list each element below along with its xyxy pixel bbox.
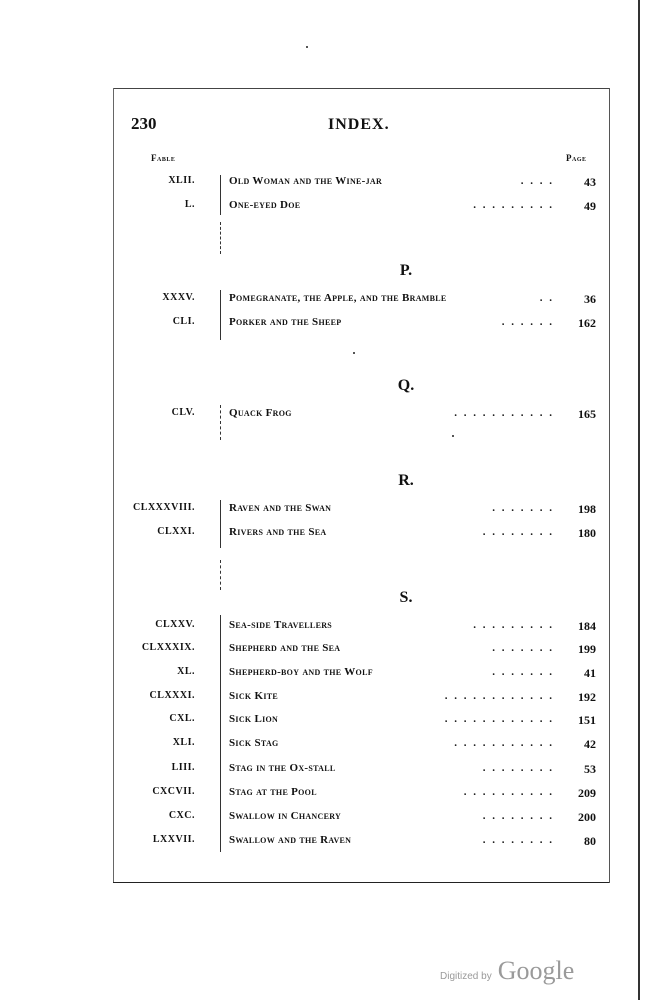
index-entry <box>120 407 596 425</box>
page-ref: 198 <box>578 502 596 516</box>
fable-title: Stag at the Pool <box>229 786 317 798</box>
fable-number: L. <box>184 199 195 210</box>
fable-title: Old Woman and the Wine-jar <box>229 175 383 187</box>
section-letter-r: R. <box>398 472 414 489</box>
fable-number: CXC. <box>168 810 195 821</box>
section-letter-q: Q. <box>397 377 415 394</box>
page-ref: 43 <box>584 175 596 189</box>
leader-dots: . . . . . . <box>501 316 554 328</box>
fable-title: Swallow in Chancery <box>229 810 342 822</box>
fable-number: CXL. <box>169 713 195 724</box>
column-header-page: Page <box>566 153 587 163</box>
index-entry <box>120 786 596 804</box>
leader-dots: . . . . . . . <box>492 502 554 514</box>
scan-speck <box>353 352 355 354</box>
fable-number: XLII. <box>168 175 195 186</box>
fable-title: Pomegranate, the Apple, and the Bramble <box>229 292 447 304</box>
fable-title: Stag in the Ox-stall <box>229 762 336 774</box>
index-entry <box>120 292 596 310</box>
fable-number: LIII. <box>171 762 195 773</box>
index-entry <box>120 737 596 755</box>
frame-left-rule <box>113 88 114 883</box>
leader-dots: . . . . <box>520 175 554 187</box>
digitized-by-watermark <box>440 956 574 986</box>
leader-dots: . . . . . . . <box>492 666 554 678</box>
index-entry <box>120 316 596 334</box>
fable-title: Shepherd-boy and the Wolf <box>229 666 373 678</box>
page-ref: 180 <box>578 526 596 540</box>
frame-right-rule <box>609 88 610 883</box>
section-letter-p: P. <box>399 262 413 279</box>
fable-number: CLXXXIX. <box>141 642 195 653</box>
fable-number: CLXXI. <box>157 526 195 537</box>
page-ref: 209 <box>578 786 596 800</box>
column-divider <box>220 222 221 254</box>
fable-title: Quack Frog <box>229 407 292 419</box>
frame-bottom-rule <box>113 882 609 883</box>
page-ref: 42 <box>584 737 596 751</box>
leader-dots: . . <box>539 292 554 304</box>
google-logo: Google <box>497 956 575 985</box>
leader-dots: . . . . . . . . <box>482 810 554 822</box>
fable-title: Sick Stag <box>229 737 279 749</box>
leader-dots: . . . . . . . . . . . <box>454 407 554 419</box>
fable-title: Porker and the Sheep <box>229 316 342 328</box>
scan-speck <box>306 46 308 48</box>
index-entry <box>120 762 596 780</box>
column-divider <box>220 560 221 590</box>
leader-dots: . . . . . . . . . <box>473 199 554 211</box>
leader-dots: . . . . . . . . . . . . <box>444 713 554 725</box>
fable-title: Sick Lion <box>229 713 279 725</box>
page-ref: 80 <box>584 834 596 848</box>
page-ref: 199 <box>578 642 596 656</box>
fable-number: XLI. <box>172 737 195 748</box>
index-entry <box>120 810 596 828</box>
index-entry <box>120 619 596 637</box>
page-ref: 184 <box>578 619 596 633</box>
index-entry <box>120 690 596 708</box>
page-ref: 36 <box>584 292 596 306</box>
index-entry <box>120 642 596 660</box>
index-entry <box>120 666 596 684</box>
fable-number: CLXXV. <box>155 619 195 630</box>
fable-title: Swallow and the Raven <box>229 834 352 846</box>
fable-number: CLXXXVIII. <box>133 502 195 513</box>
leader-dots: . . . . . . . . . . . . <box>444 690 554 702</box>
fable-title: One-eyed Doe <box>229 199 301 211</box>
leader-dots: . . . . . . . . . . <box>463 786 554 798</box>
leader-dots: . . . . . . . . . . . <box>454 737 554 749</box>
fable-number: XL. <box>177 666 195 677</box>
page-ref: 53 <box>584 762 596 776</box>
page-ref: 151 <box>578 713 596 727</box>
index-entry <box>120 199 596 217</box>
fable-number: CLXXXI. <box>149 690 195 701</box>
leader-dots: . . . . . . . . . <box>473 619 554 631</box>
book-edge-line <box>638 0 640 1000</box>
column-header-fable: Fable <box>151 153 176 163</box>
frame-top-rule <box>113 88 609 89</box>
leader-dots: . . . . . . . . <box>482 834 554 846</box>
leader-dots: . . . . . . . . <box>482 526 554 538</box>
page-heading: INDEX. <box>328 116 390 133</box>
leader-dots: . . . . . . . <box>492 642 554 654</box>
section-letter-s: S. <box>399 589 413 606</box>
page-number: 230 <box>131 114 157 133</box>
watermark-prefix: Digitized by <box>440 971 492 982</box>
index-entry <box>120 834 596 852</box>
fable-title: Rivers and the Sea <box>229 526 327 538</box>
page-ref: 162 <box>578 316 596 330</box>
index-entry <box>120 502 596 520</box>
fable-title: Shepherd and the Sea <box>229 642 341 654</box>
page-ref: 192 <box>578 690 596 704</box>
fable-number: CLV. <box>171 407 195 418</box>
page-ref: 49 <box>584 199 596 213</box>
index-entry <box>120 526 596 544</box>
fable-title: Sea-side Travellers <box>229 619 333 631</box>
fable-number: CLI. <box>172 316 195 327</box>
fable-title: Sick Kite <box>229 690 279 702</box>
fable-title: Raven and the Swan <box>229 502 332 514</box>
index-entry <box>120 713 596 731</box>
page-ref: 200 <box>578 810 596 824</box>
page-ref: 41 <box>584 666 596 680</box>
page-ref: 165 <box>578 407 596 421</box>
fable-number: CXCVII. <box>152 786 195 797</box>
fable-number: XXXV. <box>162 292 195 303</box>
fable-number: LXXVII. <box>152 834 195 845</box>
scan-speck <box>452 435 454 437</box>
leader-dots: . . . . . . . . <box>482 762 554 774</box>
index-entry <box>120 175 596 193</box>
